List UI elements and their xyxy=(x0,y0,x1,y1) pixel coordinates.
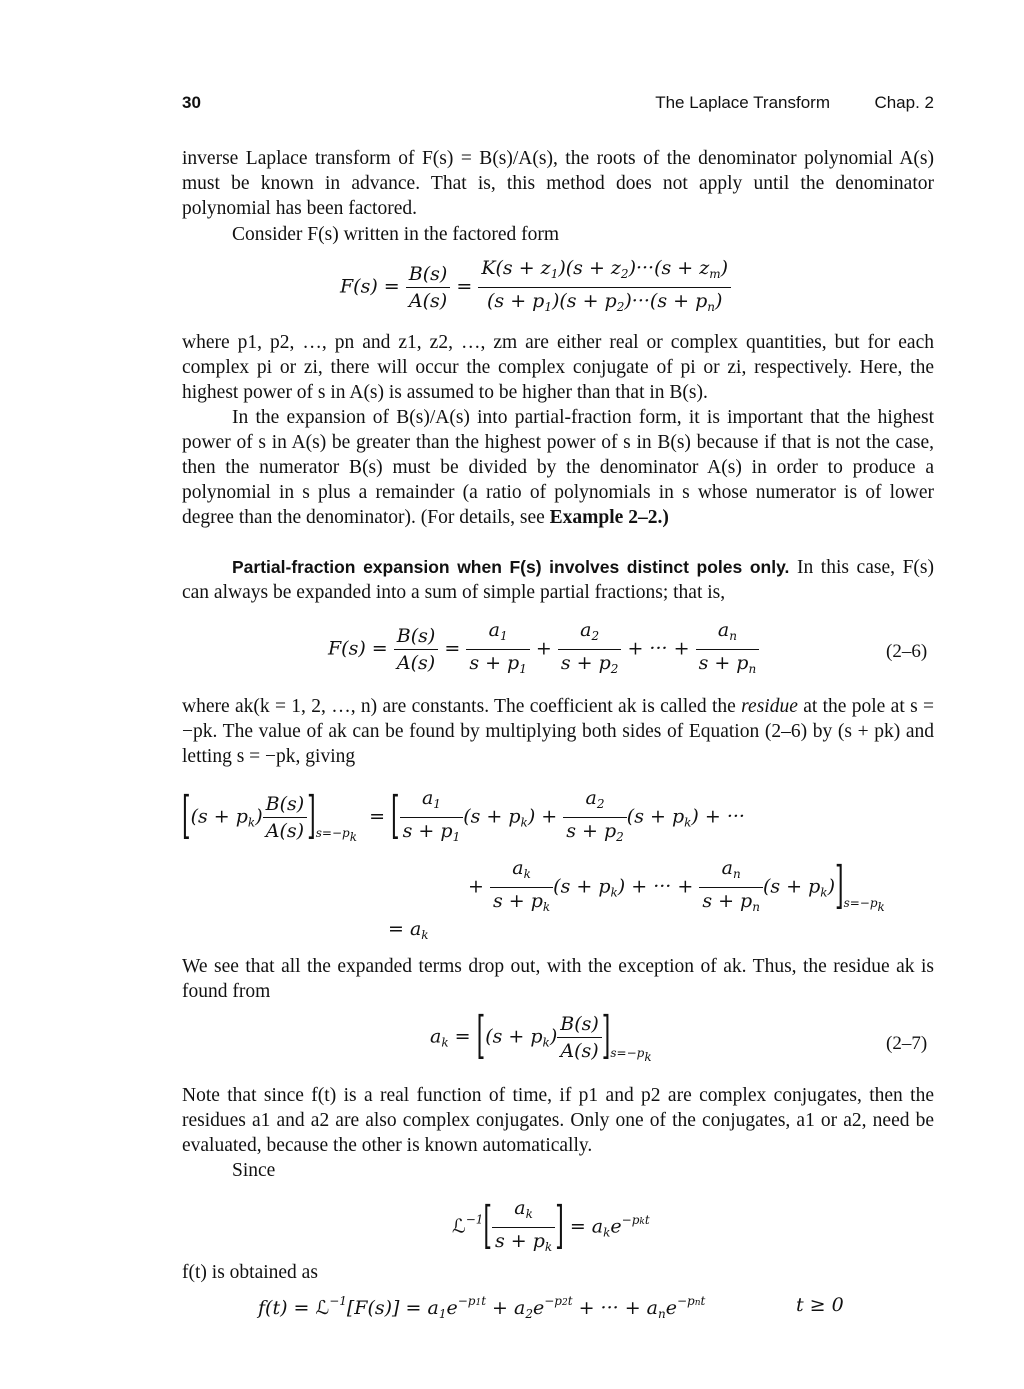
equation-final-inverse: f(t) = ℒ$^{-1}$[F(s)] = $a_1e^{-p1t} + a_2e^{-p2t}$ + ··· + $a_ne^{-pnt}$ xyxy=(258,1294,706,1321)
section-paragraph xyxy=(182,555,934,605)
paragraph: We see that all the expanded terms drop out, with the exception of ak. Thus, the residue ak is found from xyxy=(182,956,934,1002)
equation-2-7: $a_k = [(s + p_k)$ $\frac{B(s)}{A(s)}$ ]$_{s=-pk}$ xyxy=(430,1008,652,1067)
paragraph xyxy=(182,694,934,769)
paragraph: Consider F(s) written in the factored form xyxy=(232,224,560,245)
chapter-label: Chap. 2 xyxy=(874,93,934,112)
equation-result: = $a_k$ xyxy=(388,918,429,942)
paragraph: Note that since f(t) is a real function of time, if p1 and p2 are complex conjugates, then the residues a1 and a2 are also complex conjugates. Only one of the conjugates, a1 or a2, need be evaluated, because the other is known automatically. xyxy=(182,1085,934,1156)
equation-number: (2–6) xyxy=(886,641,928,662)
page-number: 30 xyxy=(182,93,201,112)
equation-number: (2–7) xyxy=(886,1033,928,1054)
paragraph-text: where ak(k = 1, 2, …, n) are constants. The coefficient ak is called the xyxy=(182,696,736,717)
paragraph: where p1, p2, …, pn and z1, z2, …, zm are either real or complex quantities, but for each complex pi or zi, there will occur the complex conjugate of pi or zi, respectively. Here, the highest power of s in A(s) is assumed to be higher than that in B(s). xyxy=(182,332,934,403)
paragraph: f(t) is obtained as xyxy=(182,1262,318,1283)
equation-2-6: F(s) = $\frac{B(s)}{A(s)}$ = $\frac{a_1}{s + p_1}$ + $\frac{a_2}{s + p_2}$ + ··· + $\frac{a_n}{s + p_n}$ xyxy=(328,618,759,681)
paragraph-text: at the pole at s = −pk. The value of ak can be found by multiplying both sides of Equation (2–6) by (s + pk) and letting s = −pk, giving xyxy=(182,696,934,767)
equation-inverse-term: ℒ$^{-1}$[ $\frac{a_k}{s + p_k}$ ] = $a_ke^{-pkt}$ xyxy=(452,1197,650,1257)
paragraph: Since xyxy=(232,1160,276,1181)
equation-multiplied: [$(s + p_k)$ $\frac{B(s)}{A(s)}$ ]$_{s=-pk}$ = [ $\frac{a_1}{s + p_1}$ $(s + p_k)$ + $\frac{a_2}{s + p_2}$ $(s + p_k)$ + ··· xyxy=(182,787,745,847)
paragraph-text: In this case, F(s) can always be expanded into a sum of simple partial fractions; that is, xyxy=(182,557,934,603)
chapter-title: The Laplace Transform xyxy=(655,93,830,112)
running-header xyxy=(182,93,934,119)
paragraph xyxy=(182,405,934,530)
time-condition: t ≥ 0 xyxy=(796,1294,844,1316)
equation-factored-form: F(s) = $\frac{B(s)}{A(s)}$ = $\frac{K(s + z_1)(s + z_2)\cdot\cdot\cdot(s + z_m)}{(s + p_1)(s + p_2)\cdot\cdot\cdot(s + p_n)}$ xyxy=(340,256,731,319)
residue-term: residue xyxy=(741,696,798,717)
equation-multiplied-cont: + $\frac{a_k}{s + p_k}$ $(s + p_k)$ + ··· + $\frac{a_n}{s + p_n}$ $(s + p_k)]_{s=-pk}$ xyxy=(468,857,885,917)
example-reference: Example 2–2.) xyxy=(549,507,669,528)
paragraph: inverse Laplace transform of F(s) = B(s)/A(s), the roots of the denominator polynomial A(s) must be known in advance. That is, this method does not apply until the denominator polynomial has been factored. xyxy=(182,148,934,219)
run-in-heading: Partial-fraction expansion when F(s) involves distinct poles only. xyxy=(232,557,790,577)
paragraph-text: In the expansion of B(s)/A(s) into partial-fraction form, it is important that the highest power of s in A(s) be greater than the highest power of s in B(s) because if that is not the case, then the numerator B(s) must be divided by the denominator A(s) in order to produce a polynomial in s plus a remainder (a ratio of polynomials in s whose numerator is of lower degree than the denominator). (For details, see xyxy=(182,407,934,528)
